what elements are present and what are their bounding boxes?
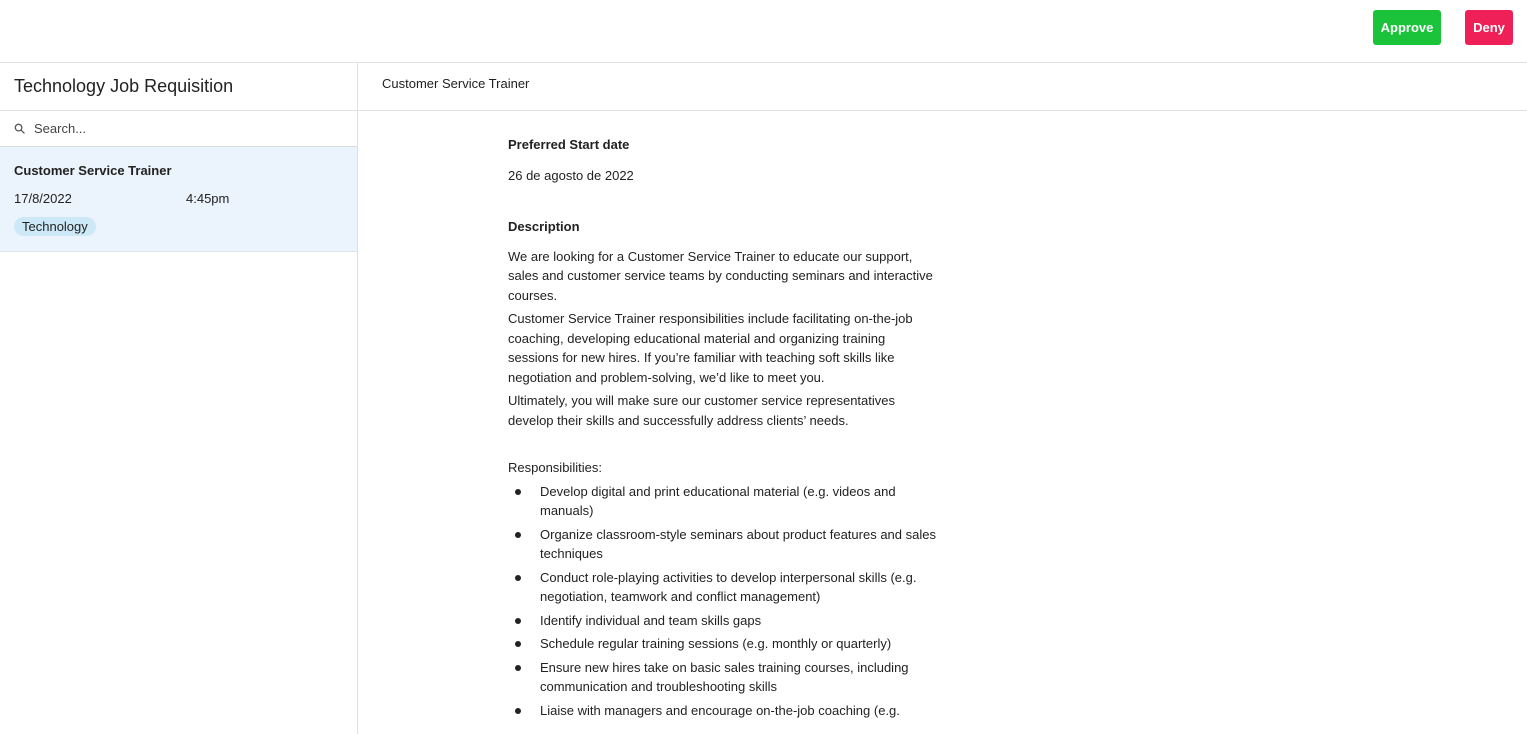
bullet-icon [515, 532, 521, 538]
responsibility-text: Liaise with managers and encourage on-the-job coaching (e.g. [540, 702, 900, 718]
sidebar [0, 63, 358, 734]
bullet-icon [515, 665, 521, 671]
list-item-title: Customer Service Trainer [14, 163, 172, 178]
detail-title: Customer Service Trainer [358, 63, 1527, 111]
start-date-label: Preferred Start date [508, 137, 630, 152]
responsibility-text: Develop digital and print educational material (e.g. videos and manuals) [540, 483, 896, 518]
list-item [508, 701, 938, 721]
top-toolbar [0, 0, 1527, 63]
responsibility-text: Ensure new hires take on basic sales training courses, including communication and troubleshooting skills [540, 659, 909, 694]
responsibility-text: Schedule regular training sessions (e.g. monthly or quarterly) [540, 636, 892, 651]
list-item-time: 4:45pm [186, 191, 230, 206]
list-item [508, 568, 938, 607]
sidebar-title: Technology Job Requisition [0, 63, 357, 111]
description-paragraph: Ultimately, you will make sure our customer service representatives develop their skills and successfully address clients’ needs. [508, 393, 896, 428]
list-item [508, 525, 938, 564]
description-paragraph: Customer Service Trainer responsibilities include facilitating on-the-job coaching, developing educational material and organizing training sessions for new hires. If you’re familiar with teaching soft skills like negotiation and problem-solving, we’d like to meet you. [508, 311, 913, 385]
description-label: Description [508, 219, 580, 234]
detail-pane [358, 63, 1527, 734]
responsibilities-label: Responsibilities: [508, 460, 602, 475]
list-item[interactable] [0, 147, 357, 252]
deny-button[interactable]: Deny [1465, 10, 1513, 45]
description-paragraph: We are looking for a Customer Service Trainer to educate our support, sales and customer service teams by conducting seminars and interactive courses. [508, 248, 933, 303]
list-item [508, 611, 938, 631]
responsibilities-list [508, 482, 938, 721]
category-badge: Technology [14, 217, 96, 236]
list-item [508, 658, 938, 697]
start-date-value: 26 de agosto de 2022 [508, 167, 634, 183]
responsibility-text: Organize classroom-style seminars about product features and sales techniques [540, 526, 936, 561]
bullet-icon [515, 575, 521, 581]
detail-content [508, 135, 938, 724]
responsibility-text: Conduct role-playing activities to develop interpersonal skills (e.g. negotiation, teamwork and conflict management) [540, 569, 917, 604]
approve-button[interactable]: Approve [1373, 10, 1441, 45]
search-input[interactable] [34, 121, 334, 136]
list-item-date: 17/8/2022 [14, 191, 72, 206]
bullet-icon [515, 708, 521, 714]
bullet-icon [515, 489, 521, 495]
bullet-icon [515, 641, 521, 647]
list-item [508, 482, 938, 521]
responsibility-text: Identify individual and team skills gaps [540, 612, 762, 628]
list-item [508, 634, 938, 654]
bullet-icon [515, 618, 521, 624]
search-bar [0, 111, 357, 147]
search-icon [14, 123, 25, 134]
